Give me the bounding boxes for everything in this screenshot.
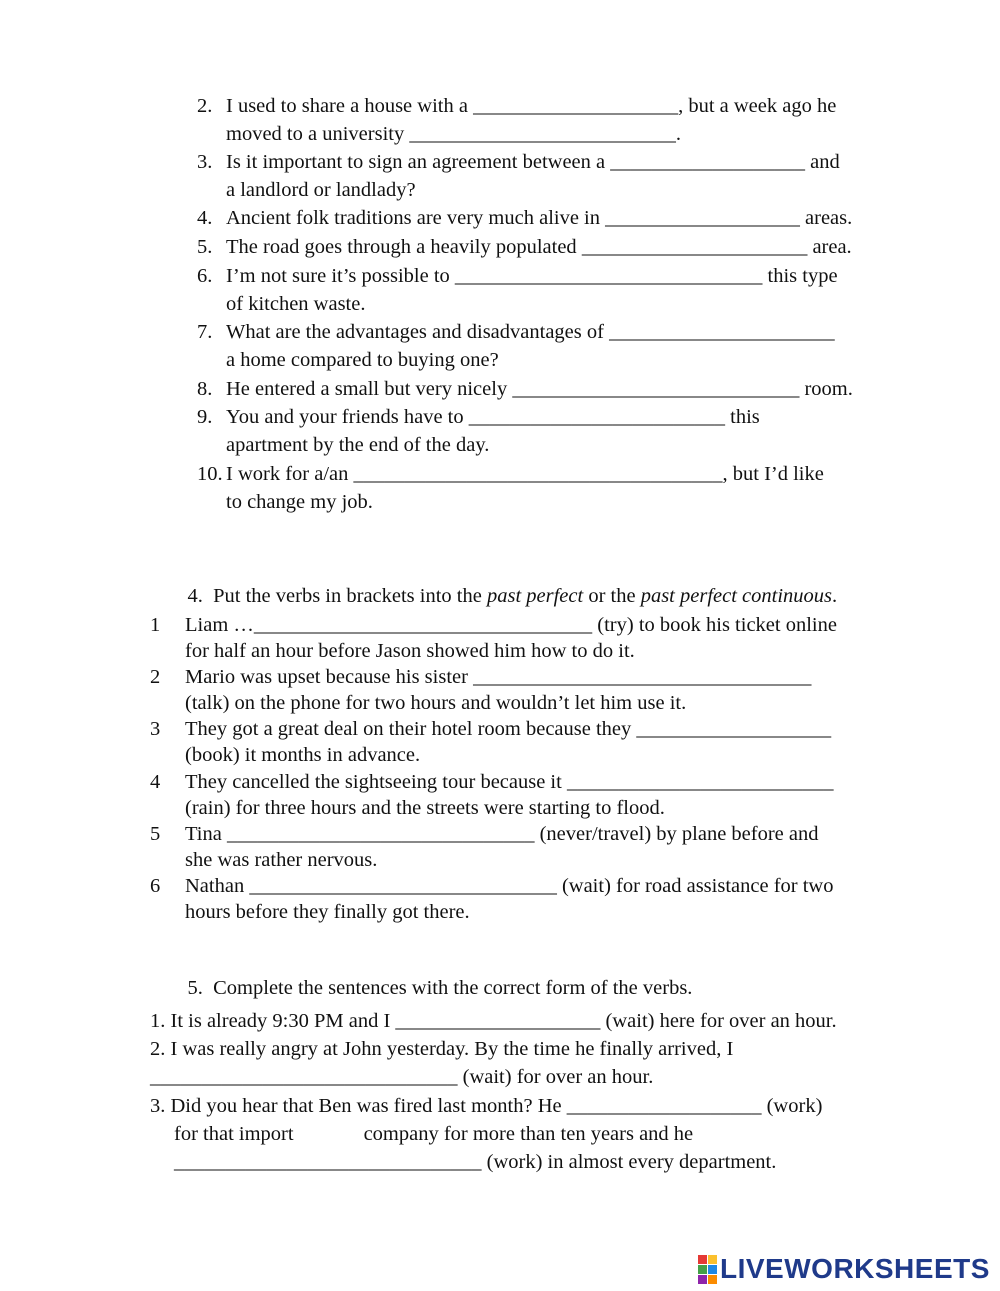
- item-number: 6.: [197, 265, 213, 287]
- sentence-text: Nathan: [185, 875, 250, 897]
- item-number: 2.: [197, 95, 213, 117]
- sentence-text: (try) to book his ticket online: [592, 614, 837, 636]
- sentence-text: (work): [761, 1095, 823, 1117]
- sentence-text: area.: [807, 236, 852, 258]
- exercise-3-item-line: [197, 405, 760, 429]
- sentence-text: (book) it months in advance.: [185, 744, 421, 766]
- logo-block: [708, 1265, 717, 1274]
- sentence-text: (wait) for over an hour.: [457, 1066, 654, 1088]
- sentence-text: Mario was upset because his sister: [185, 666, 474, 688]
- answer-blank[interactable]: ___________________: [636, 718, 832, 740]
- answer-blank[interactable]: ______________________: [581, 236, 808, 258]
- answer-blank[interactable]: __________________________: [409, 123, 676, 145]
- exercise-5-line-5: [174, 1122, 693, 1146]
- item-number: 7.: [197, 321, 213, 343]
- sentence-text: for that import: [174, 1123, 294, 1145]
- exercise-3-item-line: [197, 320, 835, 344]
- exercise-5-line-3: [150, 1065, 653, 1089]
- heading-emphasis: past perfect: [486, 585, 584, 607]
- sentence-text: The road goes through a heavily populated: [226, 236, 582, 258]
- item-number: 9.: [197, 406, 213, 428]
- exercise-3-item-line: [197, 264, 838, 288]
- sentence-text: a home compared to buying one?: [226, 349, 499, 371]
- exercise-4-item-line: [185, 717, 831, 741]
- heading-text: Put the verbs in brackets into the: [213, 585, 487, 607]
- sentence-text: (wait) here for over an hour.: [600, 1010, 837, 1032]
- sentence-text: apartment by the end of the day.: [226, 434, 490, 456]
- sentence-text: company for more than ten years and he: [363, 1123, 694, 1145]
- sentence-text: Is it important to sign an agreement between a: [226, 151, 611, 173]
- sentence-text: They cancelled the sightseeing tour because it: [185, 771, 567, 793]
- item-number: 6: [150, 875, 161, 897]
- exercise-5-line-4: [150, 1094, 822, 1118]
- exercise-4-item-line: [185, 613, 837, 637]
- sentence-text: (rain) for three hours and the streets were starting to flood.: [185, 797, 665, 819]
- answer-blank[interactable]: _________________________: [468, 406, 725, 428]
- answer-blank[interactable]: ____________________: [395, 1010, 601, 1032]
- item-number: 5: [150, 823, 161, 845]
- sentence-text: 1. It is already 9:30 PM and I: [150, 1010, 396, 1032]
- exercise-4-item-line: [185, 822, 819, 846]
- answer-blank[interactable]: ____________________________: [512, 378, 800, 400]
- answer-blank[interactable]: __________________________: [566, 771, 834, 793]
- liveworksheets-logo: [698, 1254, 990, 1284]
- sentence-text: He entered a small but very nicely: [226, 378, 513, 400]
- item-number: 10.: [197, 463, 223, 485]
- sentence-text: I work for a/an: [226, 463, 354, 485]
- logo-block: [708, 1255, 717, 1264]
- sentence-text: They got a great deal on their hotel room because they: [185, 718, 637, 740]
- sentence-text: moved to a university: [226, 123, 410, 145]
- exercise-4-item-line: [185, 691, 686, 715]
- answer-blank[interactable]: _________________________________: [473, 666, 812, 688]
- exercise-4-item-line: [185, 639, 635, 663]
- sentence-text: to change my job.: [226, 491, 373, 513]
- item-number: 4: [150, 771, 161, 793]
- sentence-text: (wait) for road assistance for two: [556, 875, 834, 897]
- heading-text: or the: [583, 585, 641, 607]
- exercise-3-item-line: [197, 150, 840, 174]
- exercise-3-item-line: [226, 433, 489, 457]
- sentence-text: (work) in almost every department.: [481, 1151, 777, 1173]
- exercise-4-item-line: [185, 874, 833, 898]
- sentence-text: she was rather nervous.: [185, 849, 378, 871]
- answer-blank[interactable]: ______________________________: [454, 265, 763, 287]
- sentence-text: 3. Did you hear that Ben was fired last month? He: [150, 1095, 567, 1117]
- exercise-4-item-line: [185, 665, 811, 689]
- logo-block: [708, 1275, 717, 1284]
- exercise-4-item-line: [185, 796, 665, 820]
- heading-text: Complete the sentences with the correct form of the verbs.: [213, 977, 693, 999]
- sentence-text: and: [805, 151, 840, 173]
- answer-blank[interactable]: ____________________________________: [353, 463, 723, 485]
- sentence-text: , but I’d like: [722, 463, 824, 485]
- sentence-text: room.: [799, 378, 853, 400]
- sentence-text: (never/travel) by plane before and: [534, 823, 819, 845]
- exercise-4-item-line: [185, 770, 833, 794]
- sentence-text: this: [725, 406, 760, 428]
- exercise-4-item-line: [185, 743, 420, 767]
- logo-block: [698, 1275, 707, 1284]
- answer-blank[interactable]: ______________________________: [226, 823, 535, 845]
- sentence-text: Liam …: [185, 614, 254, 636]
- exercise-3-item-line: [197, 206, 852, 230]
- sentence-text: for half an hour before Jason showed him how to do it.: [185, 640, 635, 662]
- item-number: 1: [150, 614, 161, 636]
- answer-blank[interactable]: ______________________________: [174, 1151, 482, 1173]
- logo-block: [698, 1265, 707, 1274]
- answer-blank[interactable]: ______________________________: [150, 1066, 458, 1088]
- item-number: 3.: [197, 151, 213, 173]
- exercise-number: 4.: [187, 585, 203, 607]
- logo-blocks-icon: [698, 1255, 717, 1284]
- sentence-text: (talk) on the phone for two hours and wouldn’t let him use it.: [185, 692, 687, 714]
- answer-blank[interactable]: ______________________________: [249, 875, 557, 897]
- sentence-text: You and your friends have to: [226, 406, 469, 428]
- sentence-text: 2. I was really angry at John yesterday. By the time he finally arrived, I: [150, 1038, 734, 1060]
- exercise-3-item-line: [197, 94, 836, 118]
- sentence-text: Tina: [185, 823, 227, 845]
- sentence-text: , but a week ago he: [678, 95, 837, 117]
- answer-blank[interactable]: ____________________: [473, 95, 679, 117]
- exercise-4-item-line: [185, 848, 377, 872]
- item-number: 3: [150, 718, 161, 740]
- exercise-3-item-line: [226, 178, 416, 202]
- sentence-text: Ancient folk traditions are very much alive in: [226, 207, 606, 229]
- sentence-text: a landlord or landlady?: [226, 179, 416, 201]
- answer-blank[interactable]: ______________________: [609, 321, 835, 343]
- exercise-3-item-line: [197, 235, 852, 259]
- heading-text: .: [832, 585, 838, 607]
- sentence-text: What are the advantages and disadvantages of: [226, 321, 610, 343]
- heading-emphasis: past perfect continuous: [640, 585, 833, 607]
- exercise-5-line-6: [174, 1150, 776, 1174]
- sentence-text: .: [675, 123, 681, 145]
- exercise-3-item-line: [226, 292, 365, 316]
- sentence-text: I used to share a house with a: [226, 95, 474, 117]
- exercise-3-item-line: [197, 462, 824, 486]
- logo-block: [698, 1255, 707, 1264]
- sentence-text: I’m not sure it’s possible to: [226, 265, 455, 287]
- exercise-3-item-line: [226, 490, 373, 514]
- exercise-3-item-line: [197, 377, 853, 401]
- sentence-text: this type: [762, 265, 838, 287]
- answer-blank[interactable]: ___________________: [566, 1095, 762, 1117]
- item-number: 8.: [197, 378, 213, 400]
- exercise-5-line-2: [150, 1037, 733, 1061]
- logo-text: LIVEWORKSHEETS: [720, 1253, 990, 1284]
- exercise-4-item-line: [185, 900, 470, 924]
- exercise-5-line-1: [150, 1009, 837, 1033]
- answer-blank[interactable]: ___________________: [605, 207, 800, 229]
- sentence-text: of kitchen waste.: [226, 293, 366, 315]
- sentence-text: areas.: [799, 207, 853, 229]
- sentence-text: hours before they finally got there.: [185, 901, 470, 923]
- item-number: 2: [150, 666, 161, 688]
- item-number: 5.: [197, 236, 213, 258]
- answer-blank[interactable]: ___________________: [610, 151, 806, 173]
- exercise-number: 5.: [187, 977, 203, 999]
- item-number: 4.: [197, 207, 213, 229]
- exercise-3-item-line: [226, 348, 499, 372]
- exercise-3-item-line: [226, 122, 681, 146]
- answer-blank[interactable]: _________________________________: [253, 614, 593, 636]
